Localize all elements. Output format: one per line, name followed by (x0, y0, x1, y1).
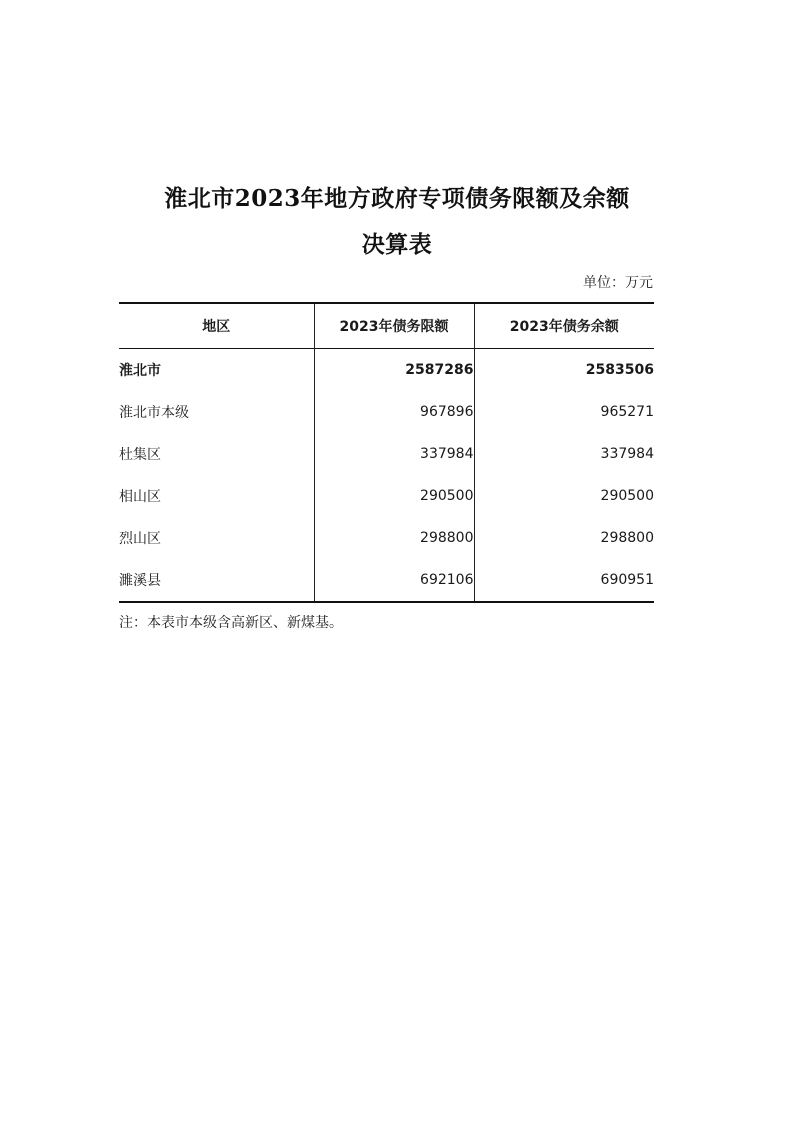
cell-region: 相山区 (119, 489, 161, 505)
cell-region: 杜集区 (119, 447, 161, 463)
cell-region: 烈山区 (119, 531, 161, 547)
table-row (119, 391, 654, 433)
cell-limit: 967896 (314, 391, 474, 433)
unit-label: 单位：万元 (583, 275, 653, 291)
table-row (119, 559, 654, 602)
document-title (0, 176, 794, 268)
cell-balance: 690951 (474, 559, 654, 602)
cell-limit: 337984 (314, 433, 474, 475)
header-region: 地区 (202, 319, 231, 335)
cell-limit: 290500 (314, 475, 474, 517)
cell-balance: 290500 (474, 475, 654, 517)
title-line-1: 淮北市2023年地方政府专项债务限额及余额 (164, 185, 630, 212)
cell-balance: 965271 (474, 391, 654, 433)
cell-region: 濉溪县 (119, 573, 161, 589)
cell-balance: 2583506 (474, 349, 654, 392)
cell-limit: 298800 (314, 517, 474, 559)
table-row (119, 517, 654, 559)
cell-region: 淮北市本级 (119, 405, 189, 421)
table-header-row (119, 303, 654, 349)
cell-balance: 337984 (474, 433, 654, 475)
table-row (119, 475, 654, 517)
header-debt-limit: 2023年债务限额 (314, 303, 474, 349)
table-row (119, 433, 654, 475)
cell-balance: 298800 (474, 517, 654, 559)
header-debt-balance: 2023年债务余额 (474, 303, 654, 349)
debt-table (119, 302, 654, 603)
table-footnote: 注：本表市本级含高新区、新煤基。 (119, 615, 343, 631)
cell-region: 淮北市 (119, 363, 161, 379)
title-line-2: 决算表 (361, 231, 433, 258)
cell-limit: 692106 (314, 559, 474, 602)
table-row-total (119, 349, 654, 392)
cell-limit: 2587286 (314, 349, 474, 392)
